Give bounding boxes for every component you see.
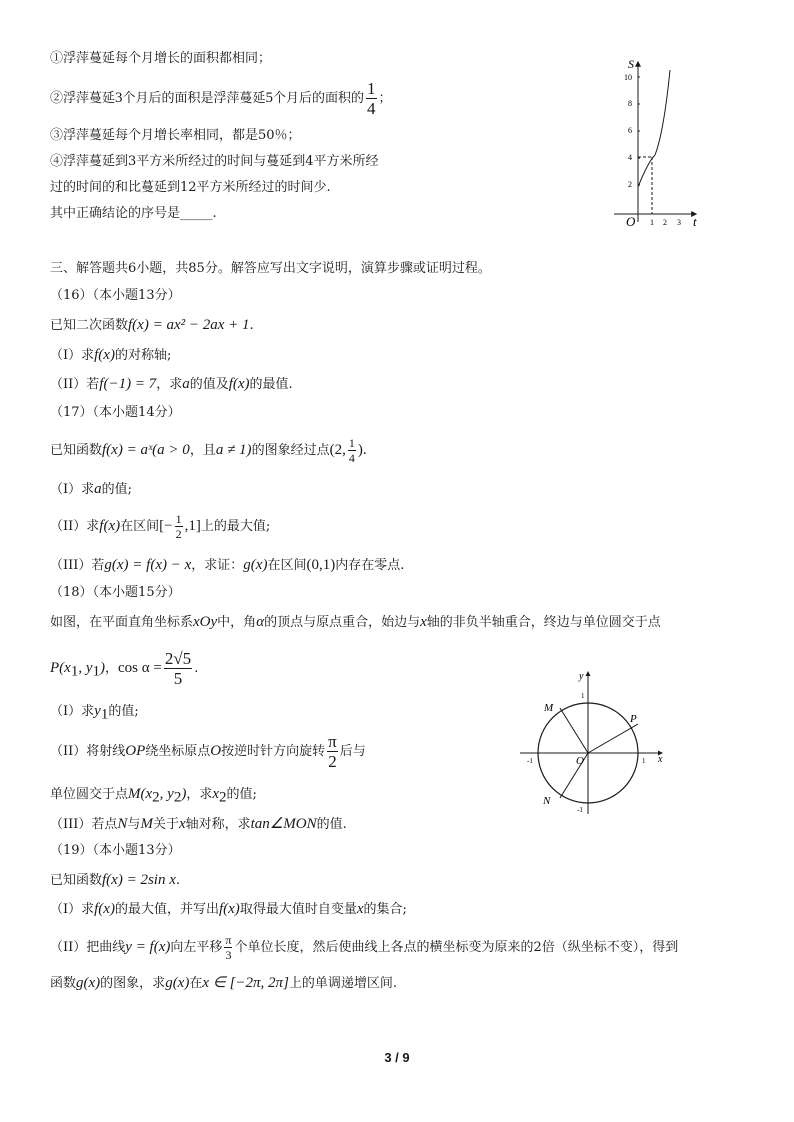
q18-stem-line1: 如图，在平面直角坐标系xOy中，角α的顶点与原点重合，始边与x轴的非负半轴重合，终边与单位圆交于点 (50, 614, 661, 630)
y-tick-6: 6 (628, 126, 632, 135)
y-tick-8: 8 (628, 99, 632, 108)
q19-part1: （I）求f(x)的最大值，并写出f(x)取得最大值时自变量x的集合; (50, 901, 407, 917)
point-m-label: M (544, 702, 554, 714)
tick-right: 1 (642, 757, 646, 765)
growth-curve (638, 70, 670, 187)
point-n-label: N (543, 795, 551, 807)
option-3: ③浮萍蔓延每个月增长率相同，都是50％； (50, 128, 301, 143)
q18-stem-line2: $P(x_1$, $y_1$)，cos α = $\frac{2√5}{5}$ . (50, 649, 199, 688)
tick-left: -1 (527, 757, 533, 765)
page-number: 3 / 9 (384, 1050, 410, 1065)
q19-part2-line1: （II）把曲线y = f(x)向左平移 $\frac{\pi}{3}$ 个单位长度，然后使曲线上各点的横坐标变为原来的2倍（纵坐标不变），得到 (50, 933, 679, 962)
option-4-line2: 过的时间的和比蔓延到12平方米所经过的时间少. (50, 180, 331, 195)
ray-om (560, 708, 588, 753)
q17-part3: （III）若g(x) = f(x) − x，求证：g(x)在区间(0,1)内存在零点. (50, 557, 405, 573)
q16-part2: （II）若f(−1) = 7，求a的值及f(x)的最值. (50, 376, 293, 392)
option-1: ①浮萍蔓延每个月增长的面积都相同； (50, 51, 272, 66)
tick-bottom: -1 (577, 806, 583, 814)
t-axis-label: t (693, 214, 697, 228)
option-4-line1: ④浮萍蔓延到3平方米所经过的时间与蔓延到4平方米所经 (50, 154, 379, 169)
y-tick-4: 4 (628, 153, 632, 162)
unit-circle-graph (512, 666, 672, 820)
q19-part2-line2: 函数g(x)的图象，求g(x)在x ∈ [−2π, 2π]上的单调递增区间. (50, 975, 398, 991)
q17-part1: （I）求a的值; (50, 481, 133, 497)
point-p-label: P (630, 713, 637, 725)
option-2: ②浮萍蔓延3个月后的面积是浮萍蔓延5个月后的面积的 $\frac{1}{4}$ ； (50, 79, 392, 118)
q18-header: （18）（本小题15分） (50, 585, 181, 600)
x-tick-2: 2 (663, 218, 667, 227)
q17-part2: （II）求f(x)在区间[− $\frac{1}{2}$ ,1]上的最大值; (50, 512, 271, 541)
q17-header: （17）（本小题14分） (50, 405, 181, 420)
answer-prompt: 其中正确结论的序号是_____. (50, 206, 217, 221)
q16-part1: （I）求f(x)的对称轴; (50, 347, 172, 363)
y-axis-label: y (579, 671, 584, 682)
origin-label: O (576, 755, 584, 767)
y-tick-2: 2 (628, 180, 632, 189)
s-axis-label: S (628, 57, 634, 71)
q18-part2-line1: （II）将射线OP绕坐标原点O按逆时针方向旋转 $\frac{\pi}{2}$ 后与 (50, 732, 366, 771)
x-axis-label: x (658, 754, 663, 765)
growth-graph (602, 56, 706, 228)
q16-header: （16）（本小题13分） (50, 288, 181, 303)
section-heading: 三、解答题共6小题，共85分。解答应写出文字说明，演算步骤或证明过程。 (50, 261, 491, 276)
x-tick-1: 1 (650, 218, 654, 227)
q17-stem: 已知函数f(x) = aˣ(a > 0，且a ≠ 1)的图象经过点(2, $\frac{1}{4}$ ). (50, 436, 367, 465)
fraction-one-quarter: $\frac{1}{4}$ (367, 79, 376, 118)
origin-label: O (626, 214, 636, 228)
y-tick-10: 10 (624, 73, 632, 82)
tick-top: 1 (581, 692, 585, 700)
q19-header: （19）（本小题13分） (50, 843, 181, 858)
q19-stem: 已知函数f(x) = 2sin x. (50, 872, 181, 888)
q18-part2-line2: 单位圆交于点$M(x_2$, $y_2$)，求$x_2$的值; (50, 786, 257, 806)
x-tick-3: 3 (677, 218, 681, 227)
q18-part3: （III）若点N与M关于x轴对称，求tan∠MON的值. (50, 816, 347, 832)
q16-stem: 已知二次函数f(x) = ax² − 2ax + 1. (50, 317, 254, 333)
q18-part1: （I）求$y_1$的值; (50, 703, 139, 723)
ray-op (588, 724, 638, 753)
